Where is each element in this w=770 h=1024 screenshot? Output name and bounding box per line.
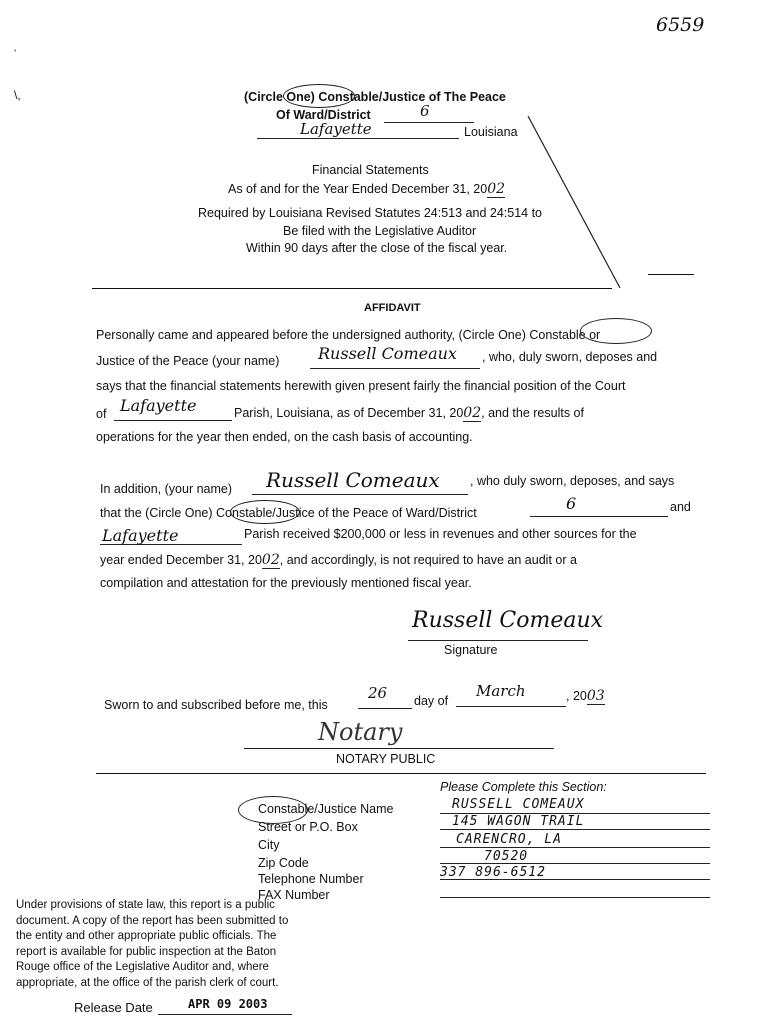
- pen-stroke: [520, 110, 630, 290]
- value-zip: 70520: [484, 849, 529, 864]
- public-notice: [16, 898, 288, 991]
- parish-value: Lafayette: [300, 120, 372, 138]
- value-line: [440, 879, 710, 880]
- value-name: RUSSELL COMEAUX: [452, 797, 585, 812]
- value-line: [440, 897, 710, 898]
- document-number: 6559: [656, 14, 705, 36]
- release-date-value: APR 09 2003: [188, 997, 268, 1011]
- requirement-line3: Within 90 days after the close of the fiscal year.: [246, 241, 508, 255]
- state-label: Louisiana: [464, 125, 518, 139]
- notary-signature: Notary: [318, 718, 403, 746]
- signature-label: Signature: [444, 643, 498, 657]
- label-city: City: [258, 838, 280, 852]
- notary-label: NOTARY PUBLIC: [336, 752, 436, 766]
- affiant-name-2: Russell Comeaux: [266, 468, 440, 492]
- name-underline: [252, 494, 468, 495]
- affiant-name: Russell Comeaux: [318, 344, 457, 363]
- affidavit-p2-line1-suffix: , who duly sworn, deposes, and says: [470, 474, 675, 488]
- release-date-label: Release Date: [74, 1000, 153, 1015]
- affidavit-ward: 6: [566, 494, 577, 513]
- notice-line: document. A copy of the report has been submitted to: [16, 914, 289, 927]
- affidavit-p2-line1-prefix: In addition, (your name): [100, 482, 233, 496]
- affidavit-p1-line4: [234, 405, 584, 421]
- notice-line: Rouge office of the Legislative Auditor and, where: [16, 961, 269, 973]
- affidavit-title: AFFIDAVIT: [364, 302, 421, 314]
- name-underline: [310, 368, 480, 369]
- affidavit-p1-line4-mid: Parish, Louisiana, as of December 31, 20: [234, 406, 464, 420]
- affidavit-parish-2: Lafayette: [102, 526, 179, 545]
- affidavit-p1-line3: says that the financial statements herewith given present fairly the financial position of the Court: [96, 379, 626, 393]
- value-city: CARENCRO, LA: [456, 832, 562, 847]
- affidavit-p1-line2-suffix: , who, duly sworn, deposes and: [482, 350, 658, 364]
- value-line: [440, 847, 710, 848]
- sworn-year-prefix: , 20: [566, 689, 587, 703]
- affidavit-parish: Lafayette: [120, 396, 197, 415]
- circle-mark: [580, 318, 652, 344]
- sworn-month-underline: [456, 706, 566, 707]
- value-street: 145 WAGON TRAIL: [452, 814, 585, 829]
- header-title-line1: (Circle One) Constable/Justice of The Peace: [244, 90, 506, 104]
- sworn-year: [566, 688, 605, 704]
- fs-title: Financial Statements: [312, 163, 429, 177]
- sworn-day-of: day of: [414, 694, 449, 708]
- affidavit-p1-line5: operations for the year then ended, on the cash basis of accounting.: [96, 430, 473, 444]
- sworn-year-value: 03: [586, 688, 605, 704]
- circle-mark: [230, 500, 300, 524]
- value-telephone: 337 896-6512: [440, 865, 546, 880]
- label-name: Constable/Justice Name: [258, 802, 394, 816]
- separator-rule-short: [648, 274, 694, 275]
- label-street: Street or P.O. Box: [258, 820, 358, 834]
- separator-rule-lower: [96, 773, 706, 774]
- notary-line: [244, 748, 554, 749]
- fs-period-prefix: As of and for the Year Ended December 31, 20: [228, 182, 488, 196]
- affidavit-p2-line5: compilation and attestation for the previously mentioned fiscal year.: [100, 576, 472, 590]
- notice-line: Under provisions of state law, this report is a public: [16, 899, 275, 911]
- affidavit-p2-line4-prefix: year ended December 31, 20: [100, 553, 262, 567]
- header-title-line2: Of Ward/District: [276, 108, 371, 122]
- affidavit-p1-line4-suffix: , and the results of: [481, 406, 584, 420]
- affiant-signature: Russell Comeaux: [412, 608, 604, 633]
- ward-underline: [384, 122, 474, 123]
- ward-underline: [530, 516, 668, 517]
- affidavit-p1-line4-prefix: of: [96, 407, 107, 421]
- sworn-prefix: Sworn to and subscribed before me, this: [104, 698, 328, 712]
- margin-mark: \,: [14, 88, 21, 102]
- sworn-day: 26: [368, 684, 388, 702]
- sworn-day-underline: [358, 708, 412, 709]
- margin-mark: ‘: [14, 48, 17, 59]
- label-zip: Zip Code: [258, 856, 309, 870]
- value-line: [440, 829, 710, 830]
- notice-line: report is available for public inspection at the Baton: [16, 945, 277, 958]
- fs-period: [228, 181, 505, 197]
- affidavit-p2-line3-suffix: Parish received $200,000 or less in revenues and other sources for the: [244, 527, 637, 541]
- notice-line: the entity and other appropriate public officials. The: [16, 930, 277, 942]
- affidavit-p2-line4-suffix: , and accordingly, is not required to have an audit or a: [279, 553, 577, 567]
- circle-mark: [283, 84, 355, 108]
- requirement-line1: Required by Louisiana Revised Statutes 24:513 and 24:514 to: [198, 206, 542, 220]
- separator-rule: [92, 288, 612, 289]
- affidavit-year-2: 02: [261, 552, 280, 568]
- signature-line: [408, 640, 588, 641]
- ward-value: 6: [420, 102, 430, 120]
- parish-underline: [114, 420, 232, 421]
- affidavit-p2-line2-suffix: and: [670, 500, 691, 514]
- value-line: [440, 863, 710, 864]
- affidavit-p2-line2-prefix: that the (Circle One) Constable/Justice of the Peace of Ward/District: [100, 506, 477, 520]
- release-date-underline: [158, 1014, 292, 1015]
- affidavit-p1-line1: Personally came and appeared before the undersigned authority, (Circle One) Constable or: [96, 328, 601, 342]
- affidavit-p1-line2-prefix: Justice of the Peace (your name): [96, 354, 280, 368]
- sworn-month: March: [476, 682, 526, 700]
- label-telephone: Telephone Number: [258, 872, 364, 886]
- affidavit-year: 02: [463, 405, 482, 421]
- affidavit-p2-line4: [100, 552, 577, 568]
- requirement-line2: Be filed with the Legislative Auditor: [283, 224, 477, 238]
- label-fax: FAX Number: [258, 888, 330, 902]
- fs-year-value: 02: [487, 181, 506, 197]
- notice-line: appropriate, at the office of the parish clerk of court.: [16, 976, 279, 989]
- contact-heading: Please Complete this Section:: [440, 780, 607, 794]
- parish-underline: [257, 138, 459, 139]
